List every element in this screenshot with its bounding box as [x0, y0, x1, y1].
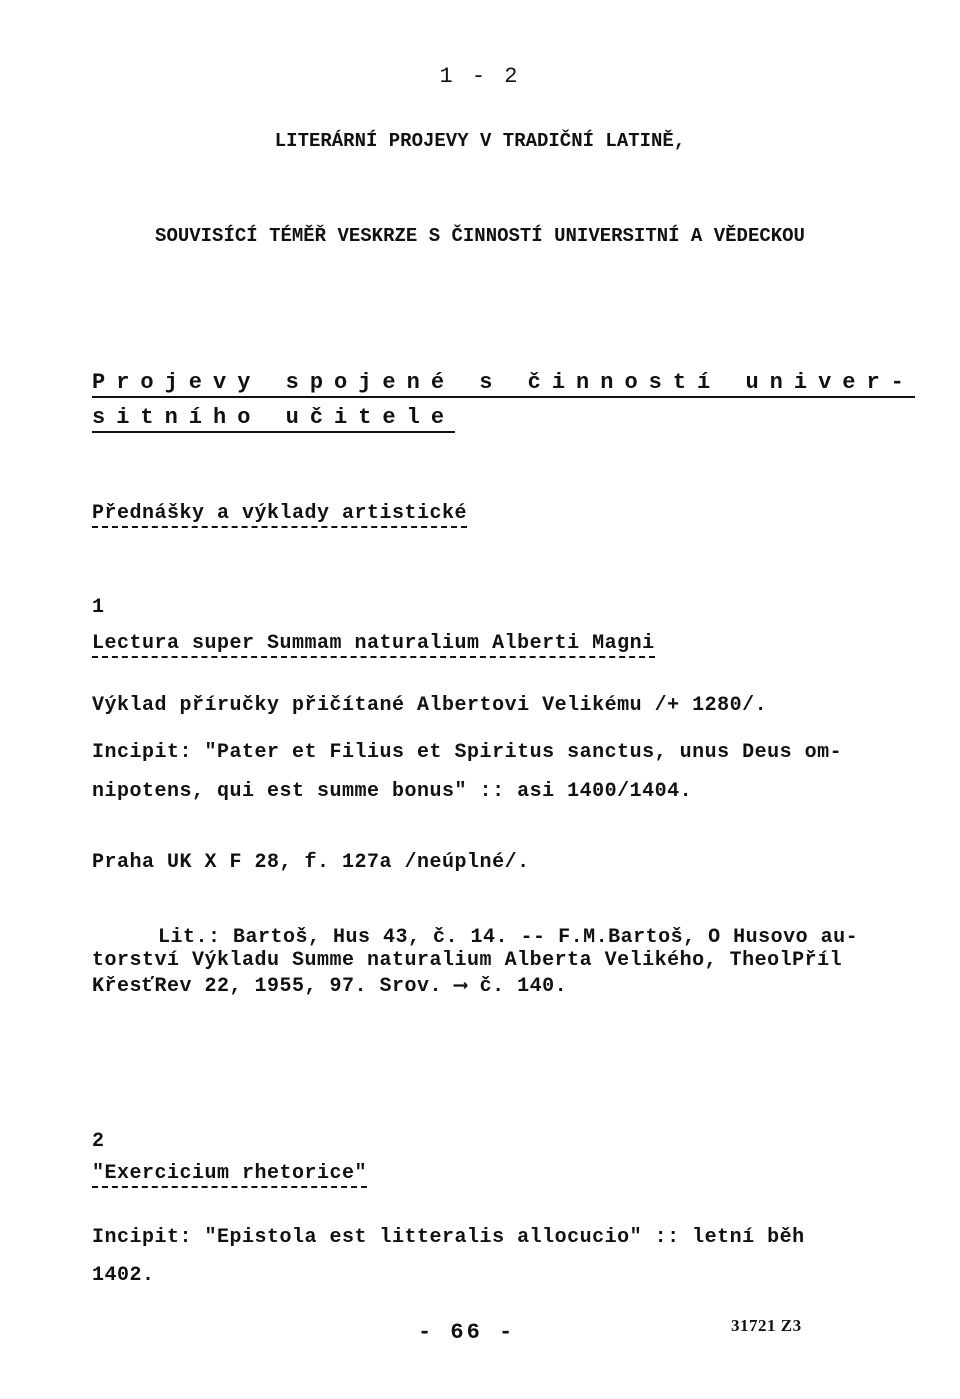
entry-incipit-line: Incipit: "Epistola est litteralis allocucio" :: letní běh — [92, 1226, 805, 1249]
entry-location: Praha UK X F 28, f. 127a /neúplné/. — [92, 851, 530, 874]
entry-incipit-line: 1402. — [92, 1264, 155, 1287]
section-heading-line2-text: sitního učitele — [92, 405, 455, 433]
entry-title-text: Lectura super Summam naturalium Alberti Magni — [92, 632, 655, 658]
section-heading-line1-text: Projevy spojené s činností univer- — [92, 370, 915, 398]
section-heading-line2 — [92, 405, 455, 430]
subsection-heading — [92, 502, 467, 525]
subsection-heading-text: Přednášky a výklady artistické — [92, 502, 467, 528]
entry-incipit-line: Incipit: "Pater et Filius et Spiritus sanctus, unus Deus om- — [92, 741, 843, 764]
entry-literature-line: Lit.: Bartoš, Hus 43, č. 14. -- F.M.Bartoš, O Husovo au- — [158, 926, 859, 949]
page-range: 1 - 2 — [439, 64, 521, 89]
entry-title — [92, 632, 655, 655]
entry-literature-line: KřesťRev 22, 1955, 97. Srov. ⟶ č. 140. — [92, 975, 568, 998]
archive-code: 31721 Z3 — [731, 1316, 802, 1335]
entry-title — [92, 1162, 367, 1185]
entry-number: 1 — [92, 596, 105, 619]
chapter-title: LITERÁRNÍ PROJEVY V TRADIČNÍ LATINĚ, — [274, 130, 686, 152]
chapter-subtitle: SOUVISÍCÍ TÉMĚŘ VESKRZE S ČINNOSTÍ UNIVERSITNÍ A VĚDECKOU — [155, 225, 805, 247]
entry-number: 2 — [92, 1130, 105, 1153]
entry-incipit-line: nipotens, qui est summe bonus" :: asi 1400/1404. — [92, 780, 693, 803]
page-number: - 66 - — [418, 1320, 516, 1345]
section-heading-line1 — [92, 370, 915, 395]
entry-title-text: "Exercicium rhetorice" — [92, 1162, 367, 1188]
entry-literature-line: torství Výkladu Summe naturalium Alberta Velikého, TheolPříl — [92, 949, 843, 972]
entry-description: Výklad příručky přičítané Albertovi Velikému /+ 1280/. — [92, 694, 768, 717]
